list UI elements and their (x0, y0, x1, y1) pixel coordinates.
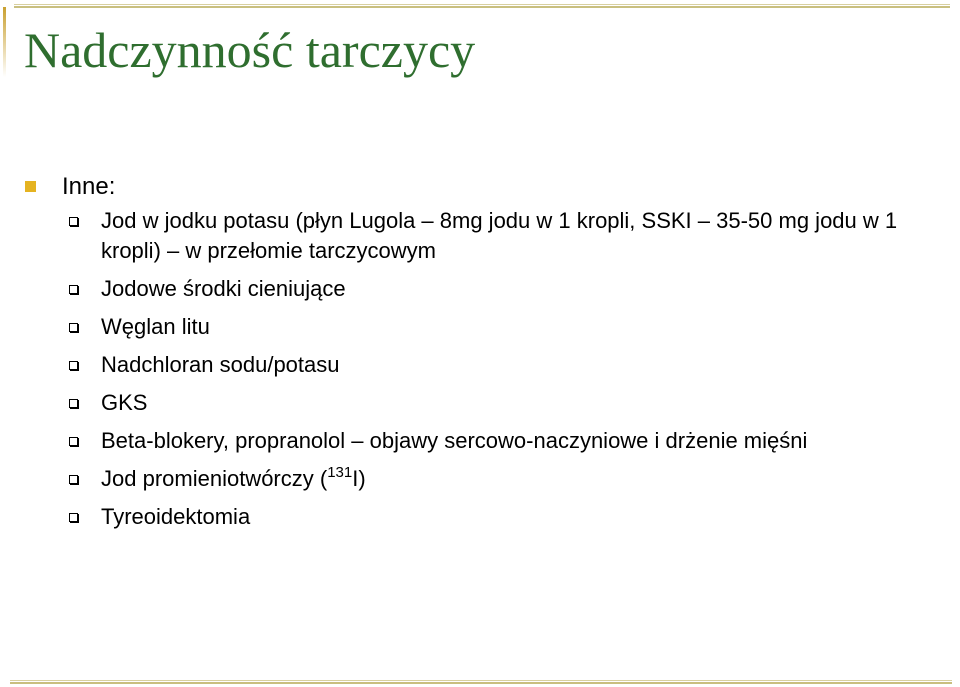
list-item (24, 206, 949, 266)
box-bullet-icon (69, 217, 78, 226)
top-decorative-rule (14, 4, 950, 8)
box-bullet-icon (69, 475, 78, 484)
radioiodine-text-after: I) (352, 466, 366, 491)
bottom-decorative-rule (10, 680, 952, 684)
list-item-text: Beta-blokery, propranolol – objawy sercowo-naczyniowe i drżenie mięśni (101, 428, 808, 453)
radioiodine-text-before: Jod promieniotwórczy ( (101, 466, 328, 491)
list-item-radioiodine (24, 464, 949, 494)
slide-content (24, 170, 949, 540)
list-item (24, 388, 949, 418)
list-item-text: Tyreoidektomia (101, 504, 251, 529)
box-bullet-icon (69, 285, 78, 294)
list-item (24, 502, 949, 532)
left-decorative-rule (3, 7, 6, 77)
bullet-label: Inne: (62, 173, 116, 200)
list-item (24, 312, 949, 342)
list-item (24, 350, 949, 380)
list-item (24, 426, 949, 456)
list-item-text: Nadchloran sodu/potasu (101, 352, 340, 377)
list-item (24, 274, 949, 304)
box-bullet-icon (69, 323, 78, 332)
list-item-text: GKS (101, 390, 148, 415)
box-bullet-icon (69, 399, 78, 408)
list-item-text: Węglan litu (101, 314, 210, 339)
sub-bullet-list (24, 206, 949, 532)
box-bullet-icon (69, 513, 78, 522)
bullet-level1 (24, 170, 949, 204)
box-bullet-icon (69, 437, 78, 446)
slide-title: Nadczynność tarczycy (24, 22, 476, 78)
list-item-text: Jodowe środki cieniujące (101, 276, 346, 301)
box-bullet-icon (69, 361, 78, 370)
mass-number-superscript: 131 (327, 464, 353, 481)
list-item-text: Jod w jodku potasu (płyn Lugola – 8mg jodu w 1 kropli, SSKI – 35-50 mg jodu w 1 kropli) – w przełomie tarczycowym (101, 208, 898, 263)
square-bullet-icon (25, 181, 36, 192)
